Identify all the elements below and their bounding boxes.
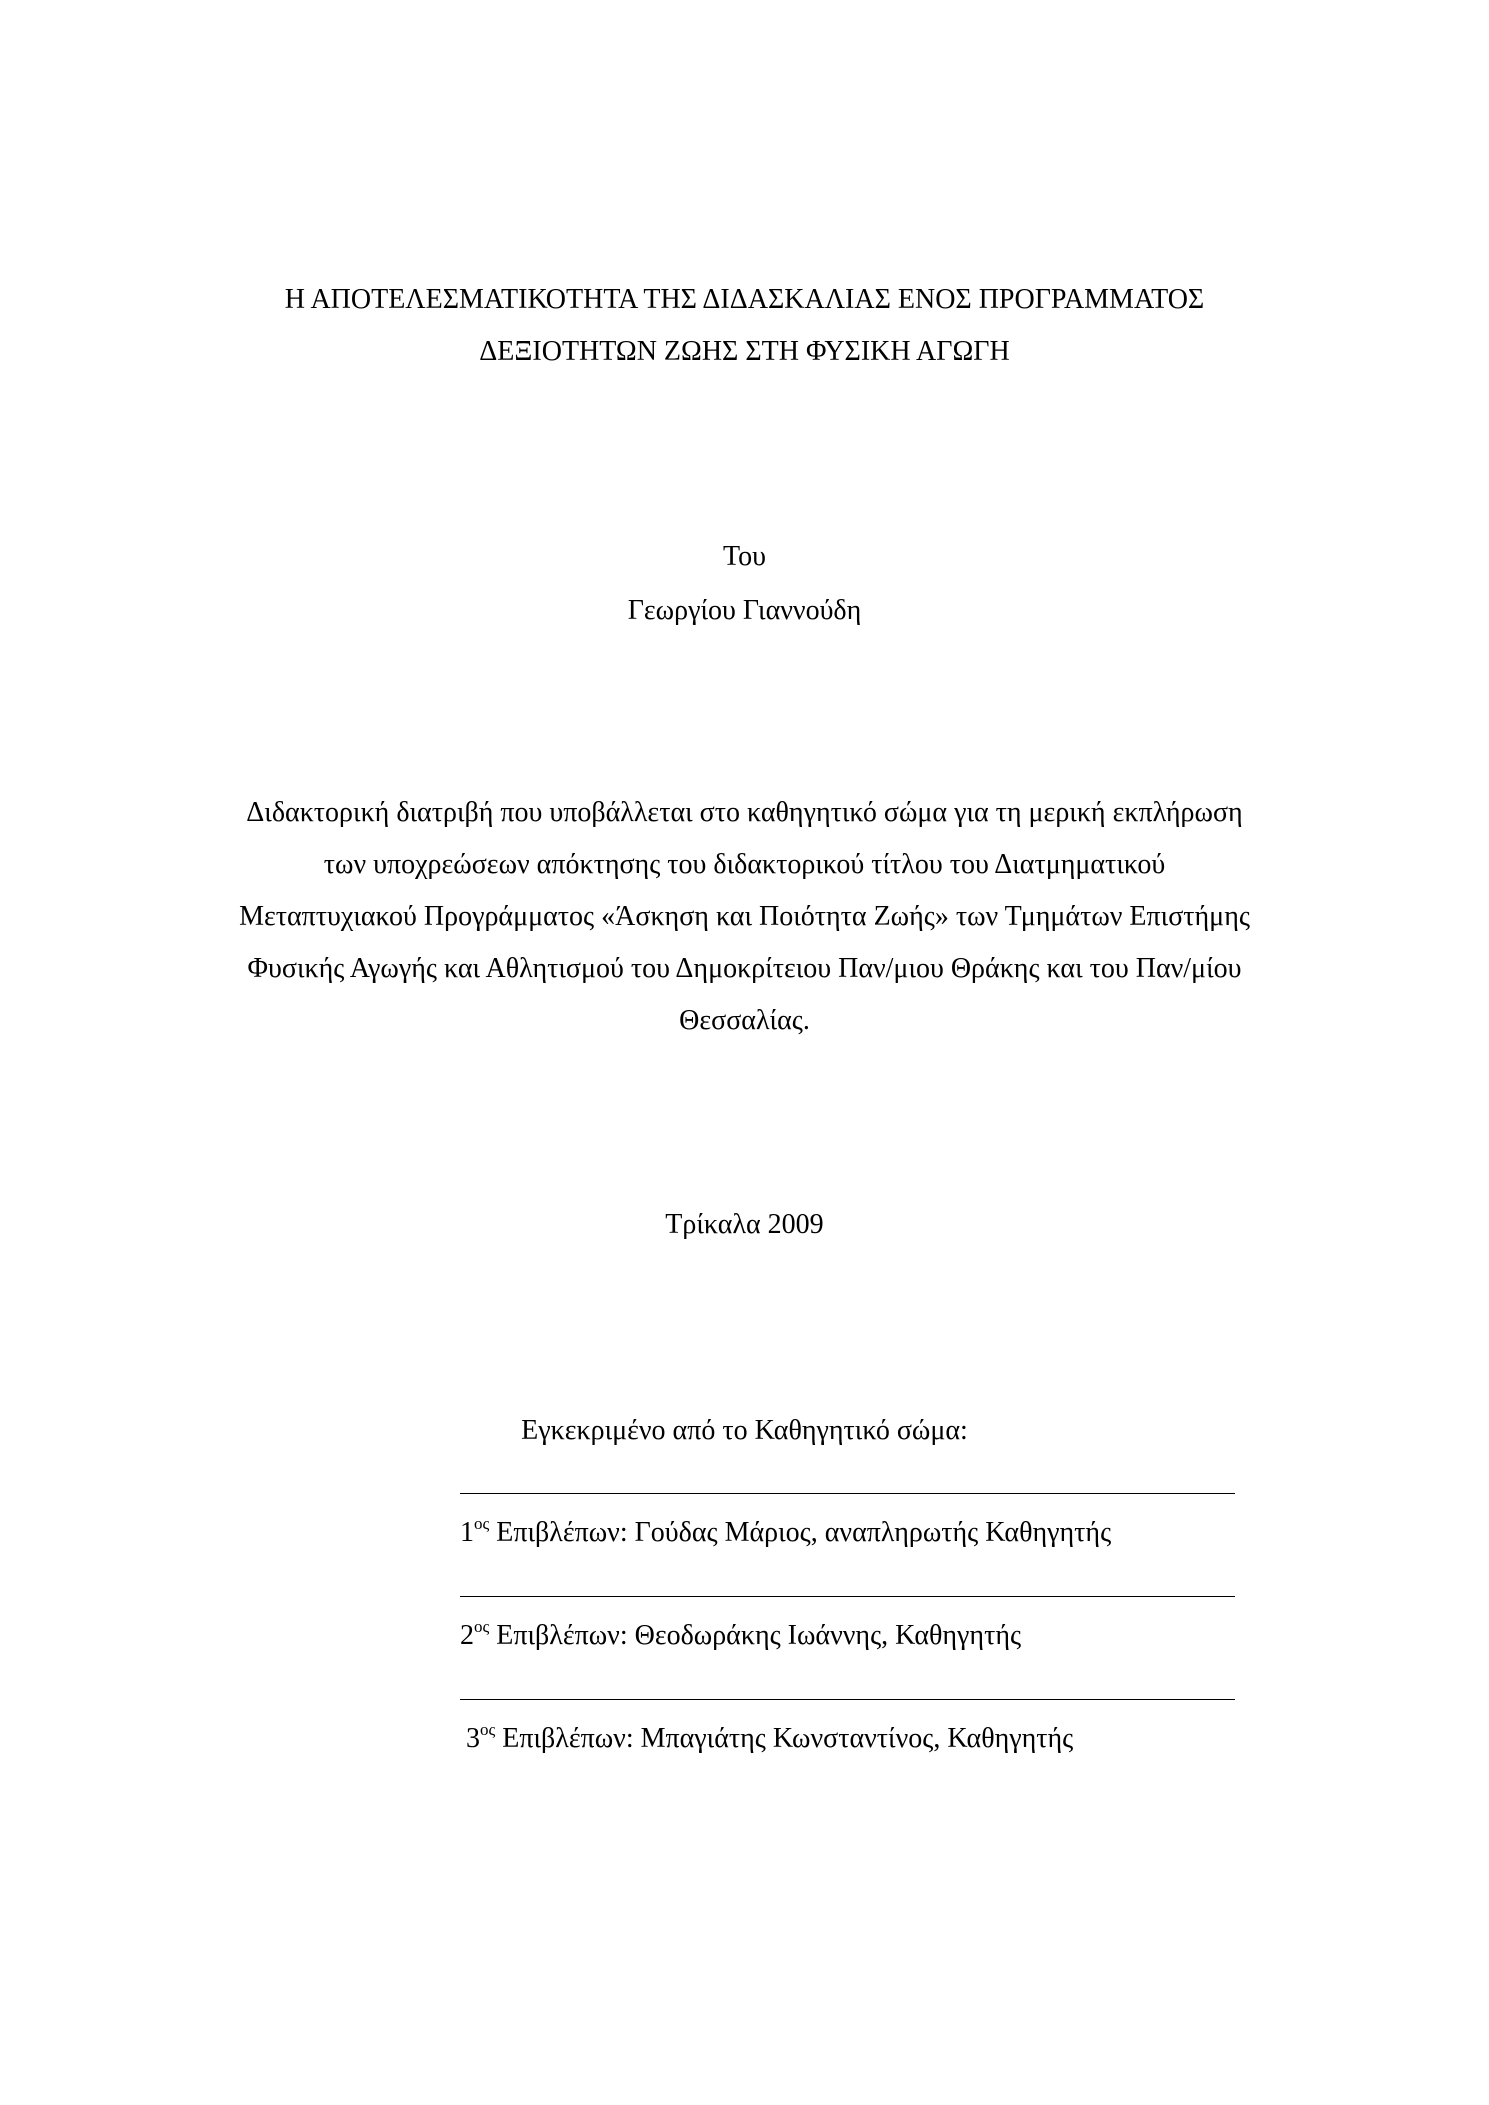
supervisor-3 bbox=[466, 1722, 1073, 1756]
supervisor-1 bbox=[460, 1516, 1111, 1550]
description-line-4: Φυσικής Αγωγής και Αθλητισμού του Δημοκρίτειου Παν/μιου Θράκης και του Παν/μίου bbox=[247, 953, 1242, 984]
title-line-1: Η ΑΠΟΤΕΛΕΣΜΑΤΙΚΟΤΗΤΑ ΤΗΣ ΔΙΔΑΣΚΑΛΙΑΣ ΕΝΟΣ ΠΡΟΓΡΑΜΜΑΤΟΣ bbox=[284, 284, 1205, 315]
supervisor-1-ordinal: ος bbox=[474, 1514, 490, 1533]
description-line-3: Μεταπτυχιακού Προγράμματος «Άσκηση και Ποιότητα Ζωής» των Τμημάτων Επιστήμης bbox=[239, 901, 1250, 932]
supervisor-2-text: Επιβλέπων: Θεοδωράκης Ιωάννης, Καθηγητής bbox=[489, 1620, 1022, 1651]
supervisor-2-number: 2 bbox=[460, 1620, 474, 1651]
description-line-2: των υποχρεώσεων απόκτησης του διδακτορικού τίτλου του Διατμηματικού bbox=[323, 849, 1166, 880]
author-by: Του bbox=[722, 541, 767, 572]
supervisor-1-number: 1 bbox=[460, 1517, 474, 1548]
signature-line-2 bbox=[460, 1596, 1235, 1597]
author-name: Γεωργίου Γιαννούδη bbox=[627, 595, 862, 626]
title-line-2: ΔΕΞΙΟΤΗΤΩΝ ΖΩΗΣ ΣΤΗ ΦΥΣΙΚΗ ΑΓΩΓΗ bbox=[479, 336, 1010, 367]
supervisor-3-number: 3 bbox=[466, 1723, 480, 1754]
supervisor-3-ordinal: ος bbox=[480, 1720, 496, 1739]
place-date: Τρίκαλα 2009 bbox=[665, 1209, 824, 1240]
description-line-1: Διδακτορική διατριβή που υποβάλλεται στο καθηγητικό σώμα για τη μερική εκπλήρωση bbox=[246, 797, 1243, 828]
signature-line-3 bbox=[460, 1699, 1235, 1700]
approval-heading: Εγκεκριμένο από το Καθηγητικό σώμα: bbox=[521, 1415, 968, 1446]
supervisor-1-text: Επιβλέπων: Γούδας Μάριος, αναπληρωτής Καθηγητής bbox=[489, 1517, 1112, 1548]
supervisor-2 bbox=[460, 1619, 1021, 1653]
supervisor-2-ordinal: ος bbox=[474, 1617, 490, 1636]
supervisor-3-text: Επιβλέπων: Μπαγιάτης Κωνσταντίνος, Καθηγητής bbox=[495, 1723, 1074, 1754]
description-line-5: Θεσσαλίας. bbox=[679, 1005, 810, 1036]
signature-line-1 bbox=[460, 1493, 1235, 1494]
